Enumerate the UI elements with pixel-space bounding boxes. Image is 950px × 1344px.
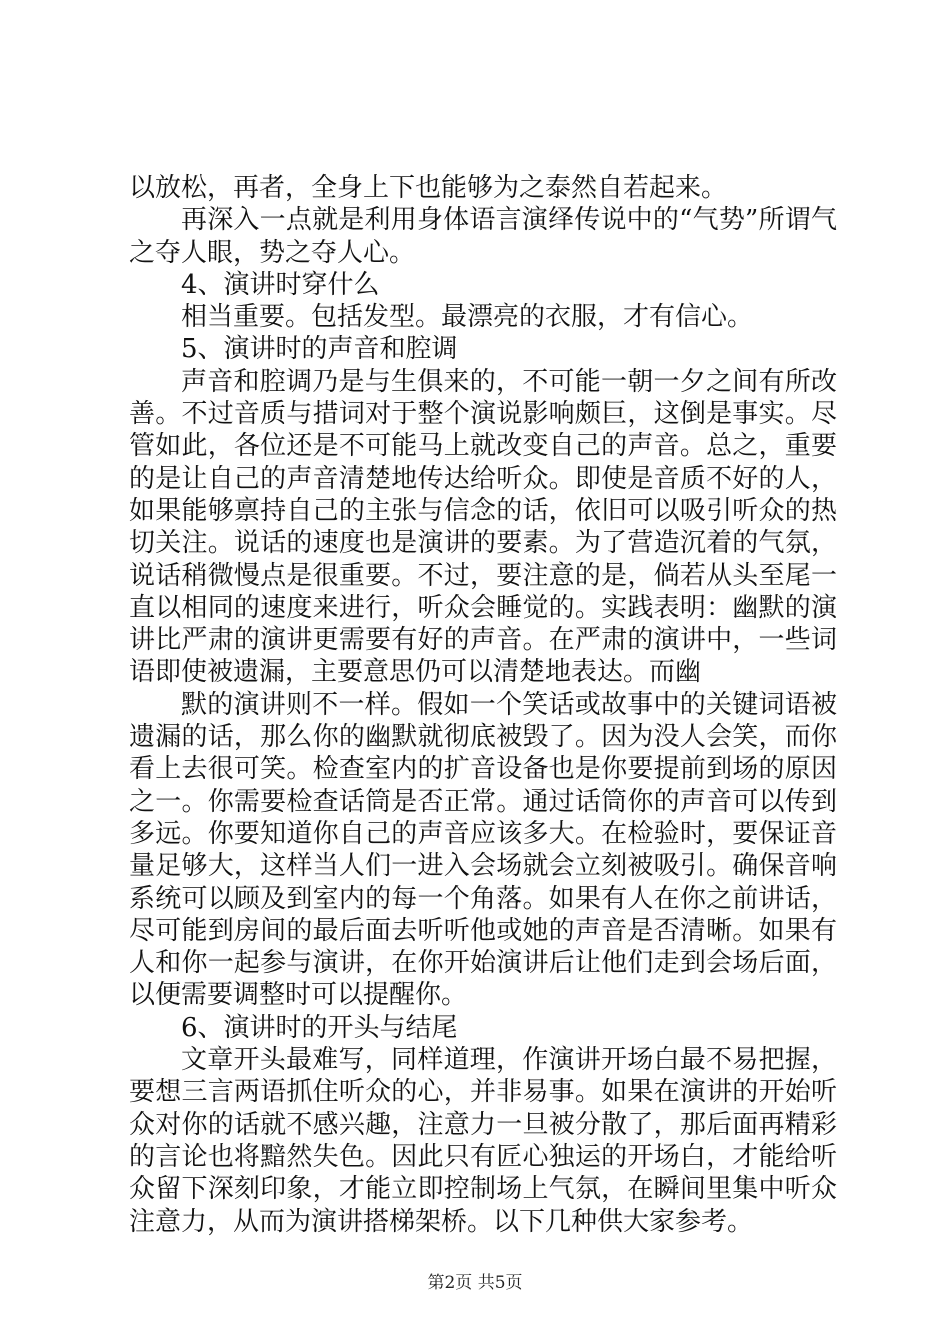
paragraph-5: 默的演讲则不一样。假如一个笑话或故事中的关键词语被遗漏的话，那么你的幽默就彻底被毁了。因为没人会笑，而你看上去很可笑。检查室内的扩音设备也是你要提前到场的原因之一。你需要检查话筒是否正常。通过话筒你的声音可以传到多远。你要知道你自己的声音应该多大。在检验时，要保证音量足够大，这样当人们一进入会场就会立刻被吸引。确保音响系统可以顾及到室内的每一个角落。如果有人在你之前讲话，尽可能到房间的最后面去听听他或她的声音是否清晰。如果有人和你一起参与演讲，在你开始演讲后让他们走到会场后面，以便需要调整时可以提醒你。 — [129, 689, 837, 1011]
section-heading-4: 4、演讲时穿什么 — [181, 269, 380, 300]
page-footer: 第2页 共5页 — [427, 1273, 523, 1293]
paragraph-2: 再深入一点就是利用身体语言演绎传说中的“气势”所谓气之夺人眼，势之夺人心。 — [129, 205, 837, 268]
section-heading-5: 5、演讲时的声音和腔调 — [181, 334, 458, 365]
section-heading-6: 6、演讲时的开头与结尾 — [181, 1012, 458, 1043]
paragraph-4: 声音和腔调乃是与生俱来的，不可能一朝一夕之间有所改善。不过音质与措词对于整个演说影响颇巨，这倒是事实。尽管如此，各位还是不可能马上就改变自己的声音。总之，重要的是让自己的声音清楚地传达给听众。即使是音质不好的人，如果能够禀持自己的主张与信念的话，依旧可以吸引听众的热切关注。说话的速度也是演讲的要素。为了营造沉着的气氛，说话稍微慢点是很重要。不过，要注意的是，倘若从头至尾一直以相同的速度来进行，听众会睡觉的。实践表明：幽默的演讲比严肃的演讲更需要有好的声音。在严肃的演讲中，一些词语即使被遗漏，主要意思仍可以清楚地表达。而幽 — [129, 366, 837, 688]
paragraph-6: 文章开头最难写，同样道理，作演讲开场白最不易把握，要想三言两语抓住听众的心，并非易事。如果在演讲的开始听众对你的话就不感兴趣，注意力一旦被分散了，那后面再精彩的言论也将黯然失色。因此只有匠心独运的开场白，才能给听众留下深刻印象，才能立即控制场上气氛，在瞬间里集中听众注意力，从而为演讲搭梯架桥。以下几种供大家参考。 — [129, 1045, 837, 1237]
paragraph-3: 相当重要。包括发型。最漂亮的衣服，才有信心。 — [181, 302, 754, 333]
document-body — [129, 172, 837, 1238]
paragraph-1: 以放松，再者，全身上下也能够为之泰然自若起来。 — [129, 173, 728, 203]
